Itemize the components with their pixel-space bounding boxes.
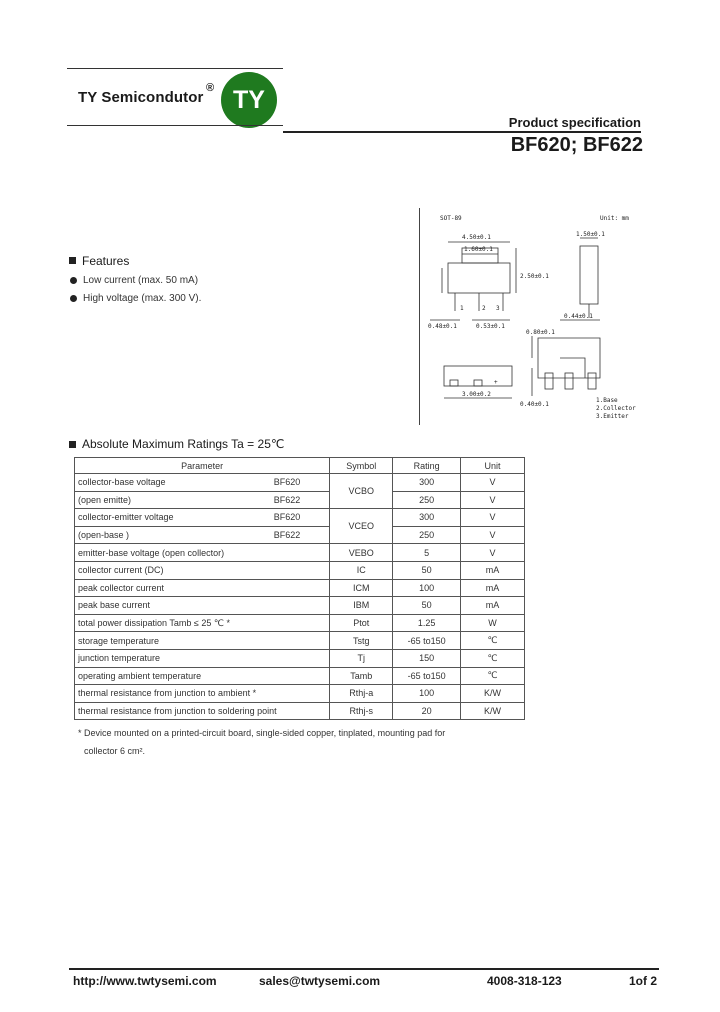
company-logo: TY xyxy=(221,72,277,128)
unit-cell: V xyxy=(461,526,525,544)
dim-label: 2.50±0.1 xyxy=(520,273,549,280)
rating-cell: 300 xyxy=(393,509,461,527)
table-row xyxy=(75,491,525,509)
rating-cell: 250 xyxy=(393,526,461,544)
unit-cell: mA xyxy=(461,579,525,597)
param-cell: total power dissipation Tamb ≤ 25 ℃ * xyxy=(75,614,330,632)
dim-label: 1.60±0.1 xyxy=(464,246,493,253)
table-row xyxy=(75,597,525,615)
package-drawing xyxy=(420,208,650,428)
package-name: SOT-89 xyxy=(440,215,462,222)
features-title: Features xyxy=(82,254,130,268)
param-cell: peak collector current xyxy=(75,579,330,597)
header-symbol: Symbol xyxy=(330,458,393,474)
dim-label: 0.44±0.1 xyxy=(564,313,593,320)
rating-cell: 50 xyxy=(393,597,461,615)
section-bullet xyxy=(69,257,76,264)
param-cell: emitter-base voltage (open collector) xyxy=(75,544,330,562)
symbol-cell: Rthj-s xyxy=(330,702,393,720)
company-name: TY Semicondutor xyxy=(78,89,204,106)
dim-label: 1.50±0.1 xyxy=(576,231,605,238)
page-number: 1of 2 xyxy=(629,974,658,988)
package-plus-mark: + xyxy=(494,379,498,386)
param-cell: peak base current xyxy=(75,597,330,615)
rating-cell: 20 xyxy=(393,702,461,720)
param-cell: junction temperature xyxy=(75,649,330,667)
footnote-line1: * Device mounted on a printed-circuit board, single-sided copper, tinplated, mounting pad for xyxy=(78,728,446,738)
unit-cell: mA xyxy=(461,561,525,579)
symbol-cell: VCBO xyxy=(330,474,393,509)
symbol-cell: IC xyxy=(330,561,393,579)
unit-cell: V xyxy=(461,509,525,527)
header-unit: Unit xyxy=(461,458,525,474)
rating-cell: 150 xyxy=(393,649,461,667)
unit-cell: K/W xyxy=(461,685,525,703)
dim-label: 3.00±0.2 xyxy=(462,391,491,398)
rating-cell: 250 xyxy=(393,491,461,509)
table-row xyxy=(75,702,525,720)
footer-phone: 4008-318-123 xyxy=(487,974,562,988)
pin-number: 3 xyxy=(496,305,500,312)
unit-cell: V xyxy=(461,544,525,562)
dim-label: 4.50±0.1 xyxy=(462,234,491,241)
table-row xyxy=(75,526,525,544)
footnote-line2: collector 6 cm². xyxy=(84,746,146,756)
package-unit: Unit: mm xyxy=(600,215,629,222)
symbol-cell: VCEO xyxy=(330,509,393,544)
param-cell: collector-emitter voltage BF620 xyxy=(75,509,330,527)
symbol-cell: ICM xyxy=(330,579,393,597)
pin-legend: 3.Emitter xyxy=(596,413,629,420)
feature-item: Low current (max. 50 mA) xyxy=(83,275,199,286)
ratings-title: Absolute Maximum Ratings Ta = 25℃ xyxy=(82,437,285,451)
part-numbers: BF620; BF622 xyxy=(510,134,643,156)
ratings-table xyxy=(74,457,525,720)
unit-cell: ℃ xyxy=(461,649,525,667)
param-cell: collector current (DC) xyxy=(75,561,330,579)
unit-cell: V xyxy=(461,491,525,509)
table-row xyxy=(75,544,525,562)
rating-cell: 50 xyxy=(393,561,461,579)
list-bullet xyxy=(70,277,77,284)
param-cell: collector-base voltage BF620 xyxy=(75,474,330,492)
table-row xyxy=(75,649,525,667)
pin-legend: 1.Base xyxy=(596,397,618,404)
symbol-cell: VEBO xyxy=(330,544,393,562)
title-rule xyxy=(283,131,641,133)
pin-number: 2 xyxy=(482,305,486,312)
symbol-cell: Tj xyxy=(330,649,393,667)
unit-cell: W xyxy=(461,614,525,632)
param-cell: (open-base ) BF622 xyxy=(75,526,330,544)
table-row xyxy=(75,614,525,632)
feature-item: High voltage (max. 300 V). xyxy=(83,293,202,304)
table-header-row xyxy=(75,458,525,474)
symbol-cell: IBM xyxy=(330,597,393,615)
table-row xyxy=(75,474,525,492)
symbol-cell: Ptot xyxy=(330,614,393,632)
footer-rule xyxy=(69,968,659,970)
footer-email-link[interactable]: sales@twtysemi.com xyxy=(259,974,381,988)
rating-cell: 300 xyxy=(393,474,461,492)
table-row xyxy=(75,509,525,527)
table-row xyxy=(75,561,525,579)
rating-cell: 1.25 xyxy=(393,614,461,632)
header-rating: Rating xyxy=(393,458,461,474)
dim-label: 0.80±0.1 xyxy=(526,329,555,336)
unit-cell: ℃ xyxy=(461,632,525,650)
rating-cell: 100 xyxy=(393,685,461,703)
table-row xyxy=(75,632,525,650)
symbol-cell: Rthj-a xyxy=(330,685,393,703)
header-parameter: Parameter xyxy=(75,458,330,474)
list-bullet xyxy=(70,295,77,302)
unit-cell: V xyxy=(461,474,525,492)
rating-cell: -65 to150 xyxy=(393,667,461,685)
symbol-cell: Tstg xyxy=(330,632,393,650)
dim-label: 0.53±0.1 xyxy=(476,323,505,330)
pin-legend: 2.Collector xyxy=(596,405,636,412)
registered-mark: ® xyxy=(206,82,215,94)
dim-label: 0.40±0.1 xyxy=(520,401,549,408)
rating-cell: 5 xyxy=(393,544,461,562)
unit-cell: K/W xyxy=(461,702,525,720)
symbol-cell: Tamb xyxy=(330,667,393,685)
pin-number: 1 xyxy=(460,305,464,312)
param-cell: thermal resistance from junction to ambient * xyxy=(75,685,330,703)
table-row xyxy=(75,667,525,685)
unit-cell: mA xyxy=(461,597,525,615)
param-cell: thermal resistance from junction to soldering point xyxy=(75,702,330,720)
dim-label: 0.48±0.1 xyxy=(428,323,457,330)
param-cell: storage temperature xyxy=(75,632,330,650)
rating-cell: -65 to150 xyxy=(393,632,461,650)
header-rule-top xyxy=(67,68,283,69)
table-row xyxy=(75,579,525,597)
section-bullet xyxy=(69,441,76,448)
param-cell: operating ambient temperature xyxy=(75,667,330,685)
footer-url-link[interactable]: http://www.twtysemi.com xyxy=(73,974,217,988)
rating-cell: 100 xyxy=(393,579,461,597)
unit-cell: ℃ xyxy=(461,667,525,685)
doc-type: Product specification xyxy=(508,115,641,130)
param-cell: (open emitte) BF622 xyxy=(75,491,330,509)
table-row xyxy=(75,685,525,703)
header-rule-bottom xyxy=(67,125,283,126)
